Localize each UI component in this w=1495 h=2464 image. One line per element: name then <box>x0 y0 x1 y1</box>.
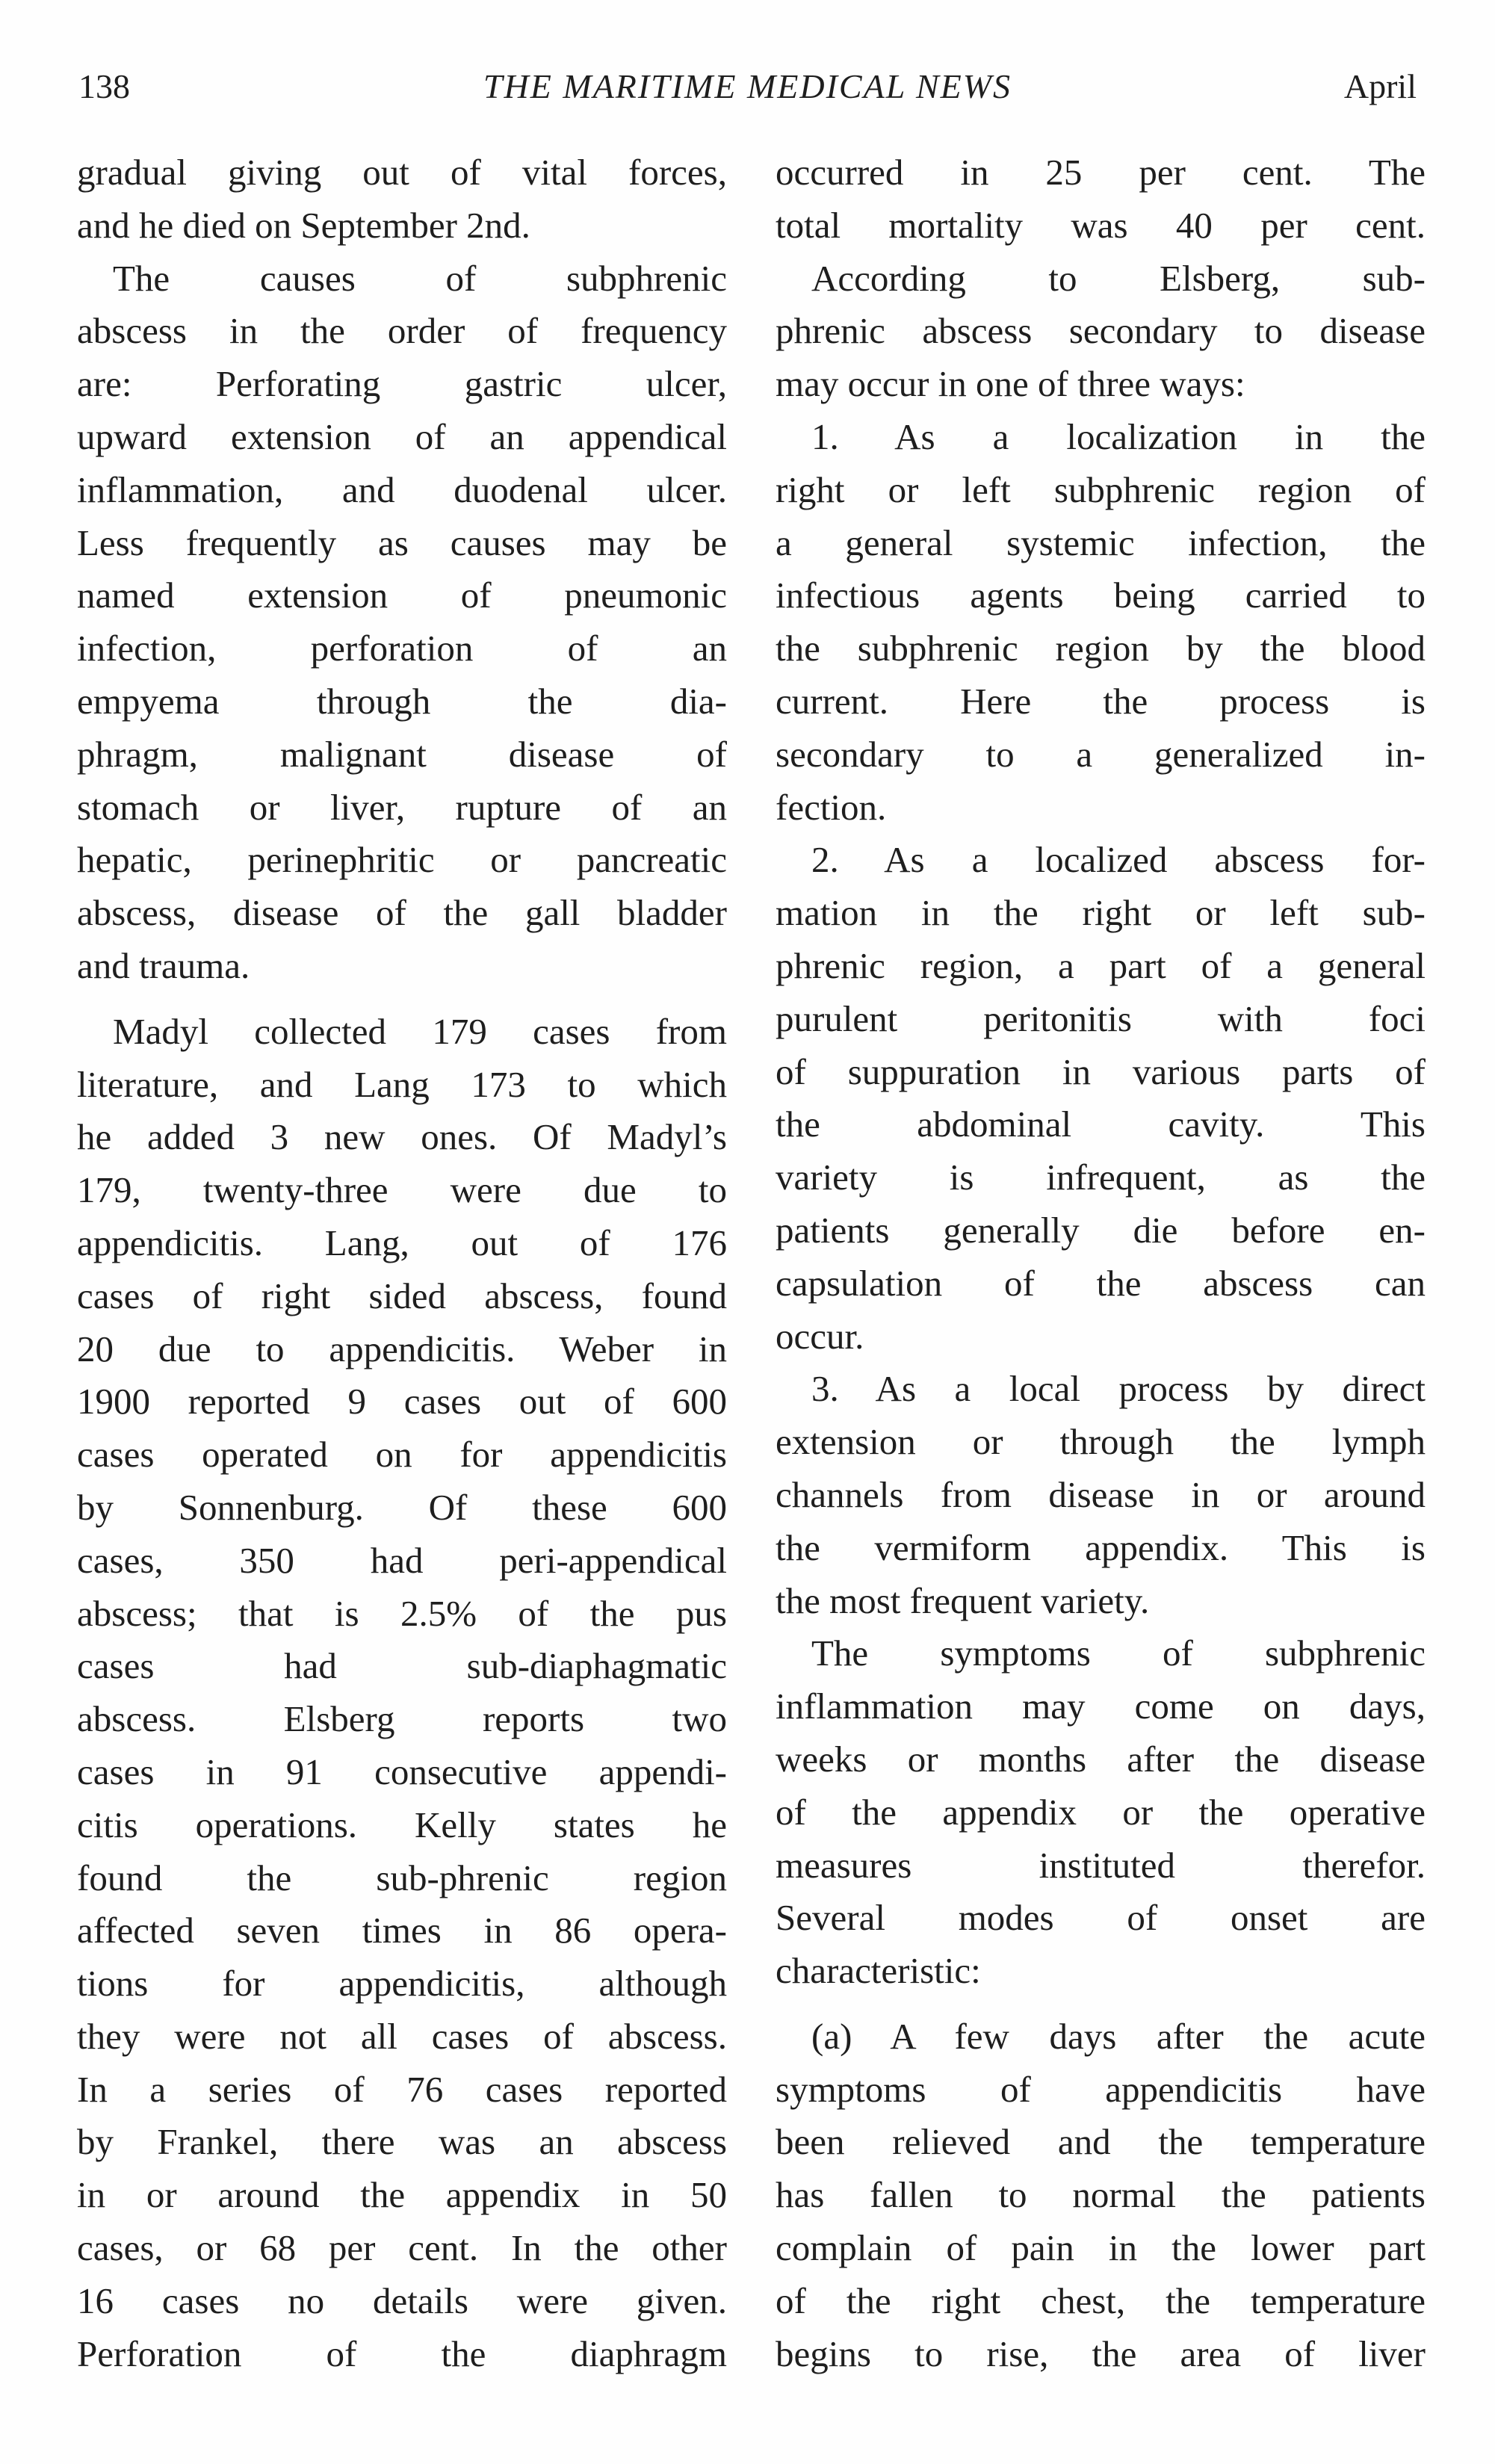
text-line: appendicitis. Lang, out of 176 <box>77 1222 727 1263</box>
text-line: extension or through the lymph <box>776 1421 1426 1463</box>
text-line: begins to rise, the area of liver <box>776 2333 1426 2374</box>
text-line: the vermiform appendix. This is <box>776 1526 1426 1568</box>
text-line: upward extension of an appendical <box>77 415 727 457</box>
text-line: inflammation may come on days, <box>776 1686 1426 1727</box>
text-line: characteristic: <box>776 1950 981 1992</box>
text-line: occur. <box>776 1315 864 1357</box>
text-line: cases of right sided abscess, found <box>77 1275 727 1316</box>
text-line: by Frankel, there was an abscess <box>77 2121 727 2163</box>
text-line: 1900 reported 9 cases out of 600 <box>77 1381 727 1423</box>
journal-title: THE MARITIME MEDICAL NEWS <box>483 67 1012 105</box>
text-line: the subphrenic region by the blood <box>776 628 1426 669</box>
text-line: variety is infrequent, as the <box>776 1157 1426 1198</box>
text-line: 179, twenty-three were due to <box>77 1169 727 1211</box>
text-line: mation in the right or left sub- <box>776 892 1426 934</box>
text-line: (a) A few days after the acute <box>811 2015 1426 2057</box>
text-line: The symptoms of subphrenic <box>811 1632 1426 1674</box>
text-line: phrenic region, a part of a general <box>776 944 1426 986</box>
text-line: purulent peritonitis with foci <box>776 997 1426 1039</box>
text-line: literature, and Lang 173 to which <box>77 1063 727 1105</box>
text-line: phragm, malignant disease of <box>77 733 727 775</box>
text-line: affected seven times in 86 opera- <box>77 1910 727 1951</box>
text-line: phrenic abscess secondary to disease <box>776 310 1426 352</box>
text-line: of suppuration in various parts of <box>776 1050 1426 1092</box>
text-line: are: Perforating gastric ulcer, <box>77 363 727 405</box>
text-line: Less frequently as causes may be <box>77 521 727 563</box>
text-line: secondary to a generalized in- <box>776 733 1426 775</box>
text-line: abscess, disease of the gall bladder <box>77 892 727 934</box>
text-line: right or left subphrenic region of <box>776 468 1426 510</box>
paragraph <box>776 1363 1426 1627</box>
text-line: named extension of pneumonic <box>77 575 727 616</box>
text-line: infectious agents being carried to <box>776 575 1426 616</box>
text-line: gradual giving out of vital forces, <box>77 152 727 193</box>
text-line: symptoms of appendicitis have <box>776 2068 1426 2110</box>
text-line: abscess; that is 2.5% of the pus <box>77 1592 727 1634</box>
text-line: tions for appendicitis, although <box>77 1963 727 2005</box>
text-line: may occur in one of three ways: <box>776 363 1245 405</box>
paragraph <box>776 411 1426 834</box>
issue-month: April <box>1343 67 1417 105</box>
text-line: 1. As a localization in the <box>811 415 1426 457</box>
text-line: complain of pain in the lower part <box>776 2227 1426 2269</box>
paragraph <box>776 253 1426 411</box>
text-line: cases, or 68 per cent. In the other <box>77 2227 727 2269</box>
text-line: found the sub-phrenic region <box>77 1857 727 1898</box>
text-line: the abdominal cavity. This <box>776 1103 1426 1145</box>
text-line: in or around the appendix in 50 <box>77 2174 727 2216</box>
paragraph <box>77 253 727 993</box>
text-line: capsulation of the abscess can <box>776 1262 1426 1304</box>
text-line: by Sonnenburg. Of these 600 <box>77 1486 727 1528</box>
text-line: abscess in the order of frequency <box>77 310 727 352</box>
text-line: 20 due to appendicitis. Weber in <box>77 1328 727 1369</box>
text-line: 2. As a localized abscess for- <box>811 839 1426 881</box>
text-line: 3. As a local process by direct <box>811 1368 1426 1410</box>
text-line: Madyl collected 179 cases from <box>113 1010 727 1052</box>
text-line: Several modes of onset are <box>776 1897 1426 1939</box>
paragraph <box>77 1006 727 2381</box>
page-number: 138 <box>78 67 130 105</box>
text-line: weeks or months after the disease <box>776 1738 1426 1780</box>
text-line: cases, 350 had peri-appendical <box>77 1539 727 1581</box>
text-line: been relieved and the temperature <box>776 2121 1426 2163</box>
text-line: cases operated on for appendicitis <box>77 1434 727 1476</box>
paragraph <box>776 1627 1426 1998</box>
text-line: of the appendix or the operative <box>776 1791 1426 1833</box>
text-line: a general systemic infection, the <box>776 521 1426 563</box>
text-line: cases in 91 consecutive appendi- <box>77 1751 727 1792</box>
paragraph <box>776 834 1426 1363</box>
text-line: they were not all cases of abscess. <box>77 2015 727 2057</box>
text-line: fection. <box>776 786 887 828</box>
text-line: abscess. Elsberg reports two <box>77 1698 727 1740</box>
text-line: In a series of 76 cases reported <box>77 2068 727 2110</box>
text-line: channels from disease in or around <box>776 1473 1426 1515</box>
right-column <box>776 146 1426 2380</box>
paragraph <box>776 2010 1426 2381</box>
text-line: Perforation of the diaphragm <box>77 2333 727 2374</box>
text-line: hepatic, perinephritic or pancreatic <box>77 839 727 881</box>
running-head <box>78 64 1417 109</box>
paragraph-gap <box>77 993 727 1006</box>
text-line: citis operations. Kelly states he <box>77 1804 727 1845</box>
text-line: stomach or liver, rupture of an <box>77 786 727 828</box>
text-line: measures instituted therefor. <box>776 1844 1426 1886</box>
text-line: cases had sub-diaphagmatic <box>77 1645 727 1687</box>
paragraph <box>77 146 727 253</box>
text-line: of the right chest, the temperature <box>776 2279 1426 2321</box>
text-line: According to Elsberg, sub- <box>811 257 1426 299</box>
text-line: occurred in 25 per cent. The <box>776 152 1426 193</box>
paragraph <box>776 146 1426 253</box>
text-line: empyema through the dia- <box>77 680 727 722</box>
left-column <box>77 146 727 2380</box>
text-line: and trauma. <box>77 944 250 986</box>
text-line: infection, perforation of an <box>77 628 727 669</box>
text-line: The causes of subphrenic <box>113 257 727 299</box>
text-line: inflammation, and duodenal ulcer. <box>77 468 727 510</box>
text-line: and he died on September 2nd. <box>77 204 530 246</box>
text-line: has fallen to normal the patients <box>776 2174 1426 2216</box>
text-line: he added 3 new ones. Of Madyl’s <box>77 1116 727 1158</box>
paragraph-gap <box>776 1998 1426 2010</box>
text-line: patients generally die before en- <box>776 1209 1426 1251</box>
text-line: total mortality was 40 per cent. <box>776 204 1426 246</box>
text-line: 16 cases no details were given. <box>77 2279 727 2321</box>
text-line: current. Here the process is <box>776 680 1426 722</box>
text-line: the most frequent variety. <box>776 1579 1150 1621</box>
